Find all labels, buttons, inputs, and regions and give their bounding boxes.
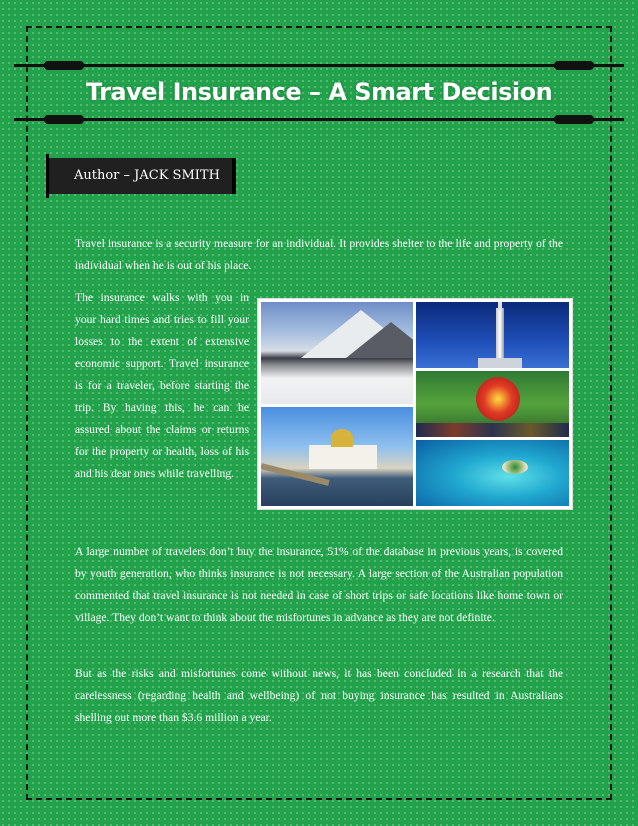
snowy-mountain-photo <box>261 302 413 404</box>
paragraph-statistics: A large number of travelers don’t buy the insurance, 51% of the database in previous years, is covered by youth generation, who thinks insurance is not necessary. A large section of the Australian population commented that travel insurance is not needed in case of short trips or safe locations like home town or village. They don’t want to think about the misfortunes in advance as they are not definite. <box>75 545 563 624</box>
photo-collage <box>257 298 573 510</box>
costumed-dancer-photo <box>416 371 569 437</box>
tower-photo <box>416 302 569 368</box>
title-rule-bottom <box>14 118 624 121</box>
author-box: Author – JACK SMITH <box>48 158 236 194</box>
title-rule-top <box>14 64 624 67</box>
mosque-photo <box>261 407 413 506</box>
paragraph-intro: Travel insurance is a security measure for an individual. It provides shelter to the life and property of the individual when he is out of his place. <box>75 237 563 272</box>
paragraph-support: The insurance walks with you in your hard times and tries to fill your losses to the extent of extensive economic support. Travel insurance is for a traveler, before starting the trip. By having this, he can be assured about the claims or returns for the property or health, loss of his and his dear ones while travelling. <box>75 291 249 480</box>
page-title: Travel Insurance – A Smart Decision <box>85 78 553 106</box>
paragraph-conclusion: But as the risks and misfortunes come without news, it has been concluded in a research that the carelessness (regarding health and wellbeing) of not buying insurance has resulted in Australians shelling out more than $3.6 million a year. <box>75 667 563 724</box>
tropical-island-photo <box>416 440 569 506</box>
